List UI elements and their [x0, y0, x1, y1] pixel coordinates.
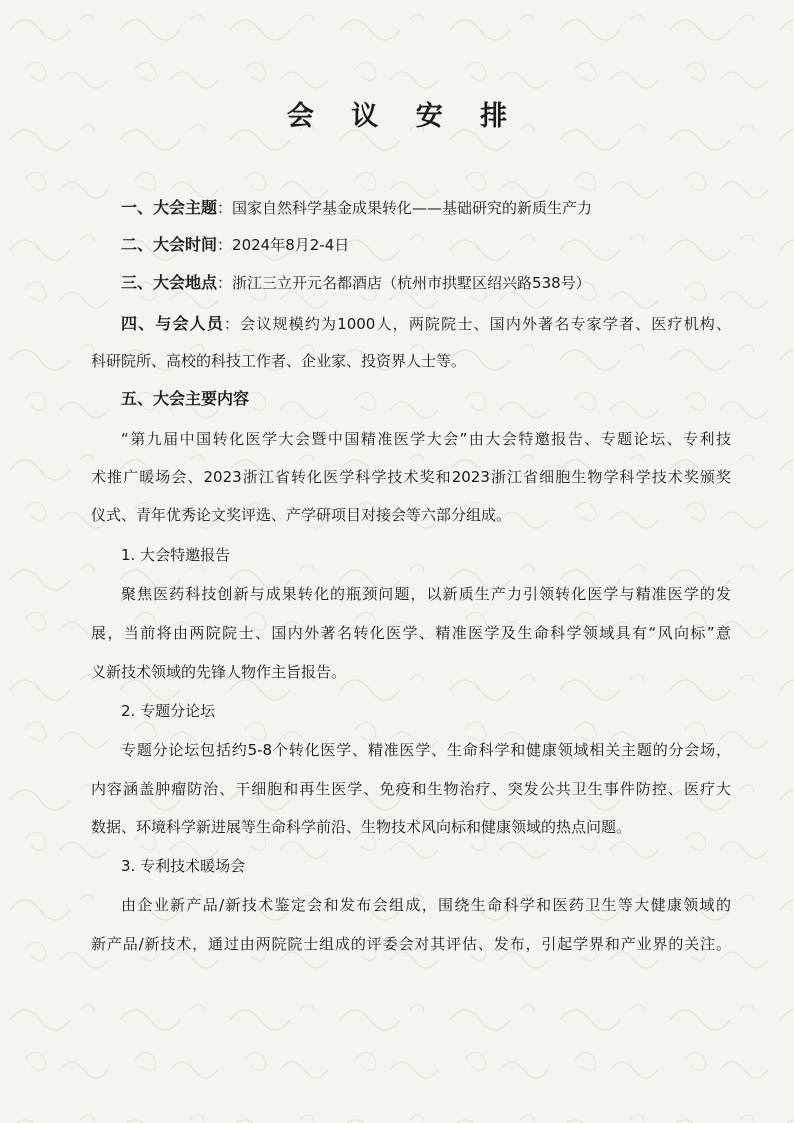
intro-paragraph-line-2: 术推广暖场会、2023浙江省转化医学科学技术奖和2023浙江省细胞生物学科学技术奖颁奖: [91, 468, 731, 486]
subsection-forum-title: 2. 专题分论坛: [121, 702, 216, 720]
item-theme-sep: ：: [217, 199, 233, 217]
forum-paragraph-line-2: 内容涵盖肿瘤防治、干细胞和再生医学、免疫和生物治疗、突发公共卫生事件防控、医疗大: [91, 780, 731, 798]
subsection-keynote-title: 1. 大会特邀报告: [121, 546, 231, 564]
section-main-content-heading: 五、大会主要内容: [121, 389, 250, 408]
item-time: [121, 232, 731, 258]
intro-paragraph-line-3: 仪式、青年优秀论文奖评选、产学研项目对接会等六部分组成。: [91, 506, 512, 524]
intro-paragraph-line-1: “第九届中国转化医学大会暨中国精准医学大会”由大会特邀报告、专题论坛、专利技: [121, 430, 731, 448]
page-title: 会 议 安 排: [286, 101, 522, 132]
patent-paragraph-line-1: 由企业新产品/新技术鉴定会和发布会组成，围绕生命科学和医药卫生等大健康领域的: [121, 896, 731, 914]
keynote-paragraph-line-1: 聚焦医药科技创新与成果转化的瓶颈问题，以新质生产力引领转化医学与精准医学的发: [121, 585, 731, 603]
item-time-text: 2024年8月2-4日: [232, 236, 350, 254]
keynote-paragraph-line-2: 展，当前将由两院院士、国内外著名转化医学、精准医学及生命科学领域具有“风向标”意: [91, 624, 731, 642]
subsection-patent-title: 3. 专利技术暖场会: [121, 857, 246, 875]
forum-paragraph-line-3: 数据、环境科学新进展等生命科学前沿、生物技术风向标和健康领域的热点问题。: [91, 818, 632, 836]
item-time-label: 二、大会时间: [121, 235, 218, 254]
item-attendees: [121, 311, 731, 337]
item-theme-label: 一、大会主题: [121, 198, 218, 217]
item-attendees-sep: ：: [224, 315, 241, 333]
item-attendees-text: 会议规模约为1000人，两院院士、国内外著名专家学者、医疗机构、: [240, 315, 731, 333]
forum-paragraph-line-1: 专题分论坛包括约5-8个转化医学、精准医学、生命科学和健康领域相关主题的分会场，: [121, 741, 731, 759]
item-venue-sep: ：: [217, 274, 233, 292]
item-time-sep: ：: [217, 236, 233, 254]
item-attendees-label: 四、与会人员: [121, 314, 224, 333]
item-theme-text: 国家自然科学基金成果转化——基础研究的新质生产力: [232, 199, 593, 217]
keynote-paragraph-line-3: 义新技术领域的先锋人物作主旨报告。: [91, 663, 347, 681]
item-venue: [121, 270, 731, 296]
item-theme: [121, 195, 731, 221]
item-venue-label: 三、大会地点: [121, 273, 218, 292]
patent-paragraph-line-2: 新产品/新技术，通过由两院院士组成的评委会对其评估、发布，引起学界和产业界的关注。: [91, 935, 731, 953]
item-venue-text: 浙江三立开元名都酒店（杭州市拱墅区绍兴路538号）: [232, 274, 591, 292]
item-attendees-continued: 科研院所、高校的科技工作者、企业家、投资界人士等。: [91, 352, 467, 370]
